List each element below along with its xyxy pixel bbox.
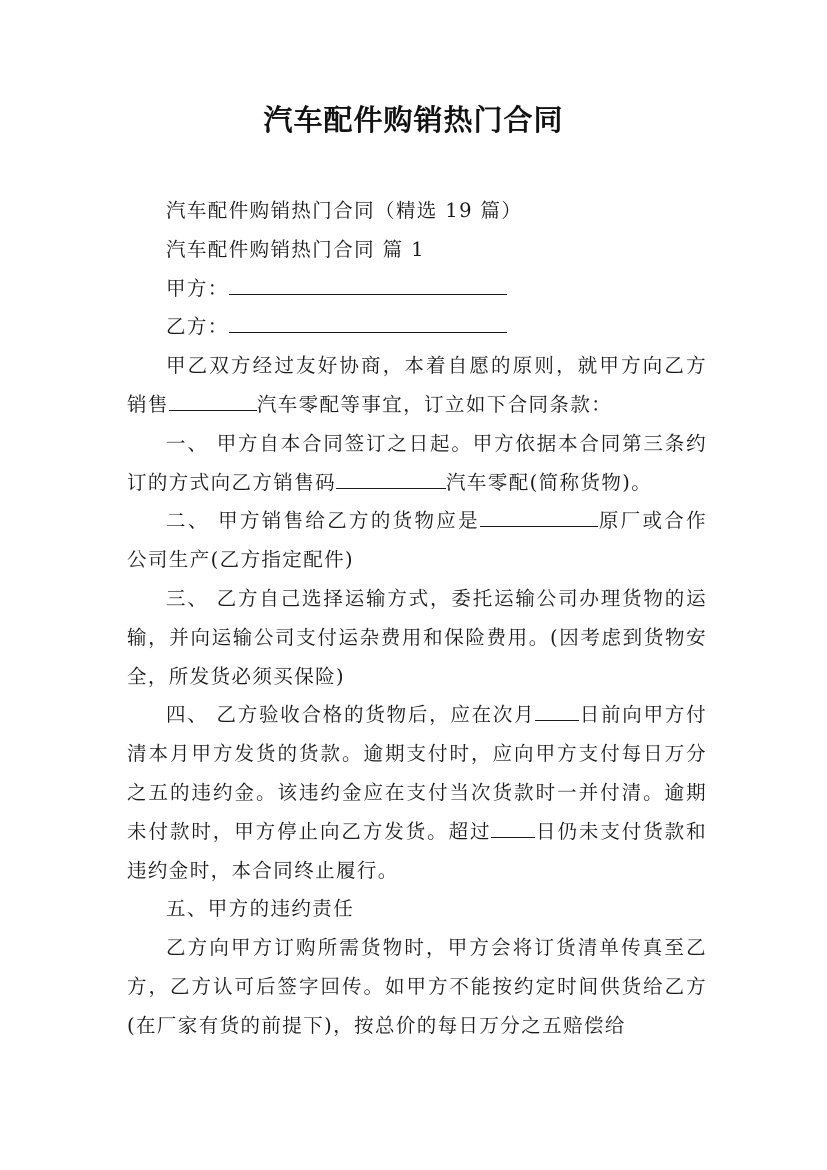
party-a-blank: [229, 276, 507, 295]
clause-2-text-1: 二、 甲方销售给乙方的货物应是: [166, 509, 480, 533]
clause-2-text-2: 原厂或合作公司生产(乙方指定配件): [127, 509, 707, 572]
section-heading: 汽车配件购销热门合同 篇 1: [166, 237, 425, 261]
clause-4: [127, 696, 707, 890]
clause-1-text-2: 汽车零配(简称货物)。: [446, 470, 653, 494]
party-a-label: 甲方：: [166, 276, 229, 300]
party-a-line: [127, 270, 707, 309]
clause-1: [127, 425, 707, 503]
clause-5-heading: 五、甲方的违约责任: [166, 897, 355, 921]
clause-4-text-3: 日仍未支付货款和违约金时，本合同终止履行。: [127, 819, 707, 882]
subtitle: 汽车配件购销热门合同（精选 19 篇）: [166, 199, 523, 222]
intro-text-1: 甲乙双方经过友好协商，本着自愿的原则，就甲方向乙方销售: [127, 354, 707, 416]
clause-5-body: 乙方向甲方订购所需货物时，甲方会将订货清单传真至乙方，乙方认可后签字回传。如甲方不能按约定时间供货给乙方(在厂家有货的前提下)，按总价的每日万分之五赔偿给: [127, 936, 707, 1037]
clause-1-text-1: 一、 甲方自本合同签订之日起。甲方依据本合同第三条约订的方式向乙方销售码: [127, 431, 707, 494]
party-b-blank: [229, 314, 507, 333]
clause-4-blank-2: [491, 819, 535, 838]
clause-4-text-2: 日前向甲方付清本月甲方发货的货款。逾期支付时，应向甲方支付每日万分之五的违约金。该违约金应在支付当次货款时一并付清。逾期未付款时，甲方停止向乙方发货。超过: [127, 703, 707, 843]
clause-4-text-1: 四、 乙方验收合格的货物后，应在次月: [166, 703, 536, 727]
clause-2-blank: [480, 508, 598, 527]
intro-paragraph: [127, 347, 707, 425]
document-title: 汽车配件购销热门合同: [263, 103, 564, 137]
clause-4-blank-1: [535, 702, 579, 721]
party-b-line: [127, 308, 707, 347]
clause-3: 三、 乙方自己选择运输方式，委托运输公司办理货物的运输，并向运输公司支付运杂费用和保险费用。(因考虑到货物安全，所发货必须买保险): [127, 586, 707, 688]
clause-1-blank: [336, 470, 446, 489]
clause-2: [127, 502, 707, 580]
intro-text-2: 汽车零配等事宜，订立如下合同条款：: [256, 392, 613, 416]
document-body: [127, 192, 707, 1046]
intro-blank: [169, 392, 257, 411]
party-b-label: 乙方：: [166, 315, 229, 339]
